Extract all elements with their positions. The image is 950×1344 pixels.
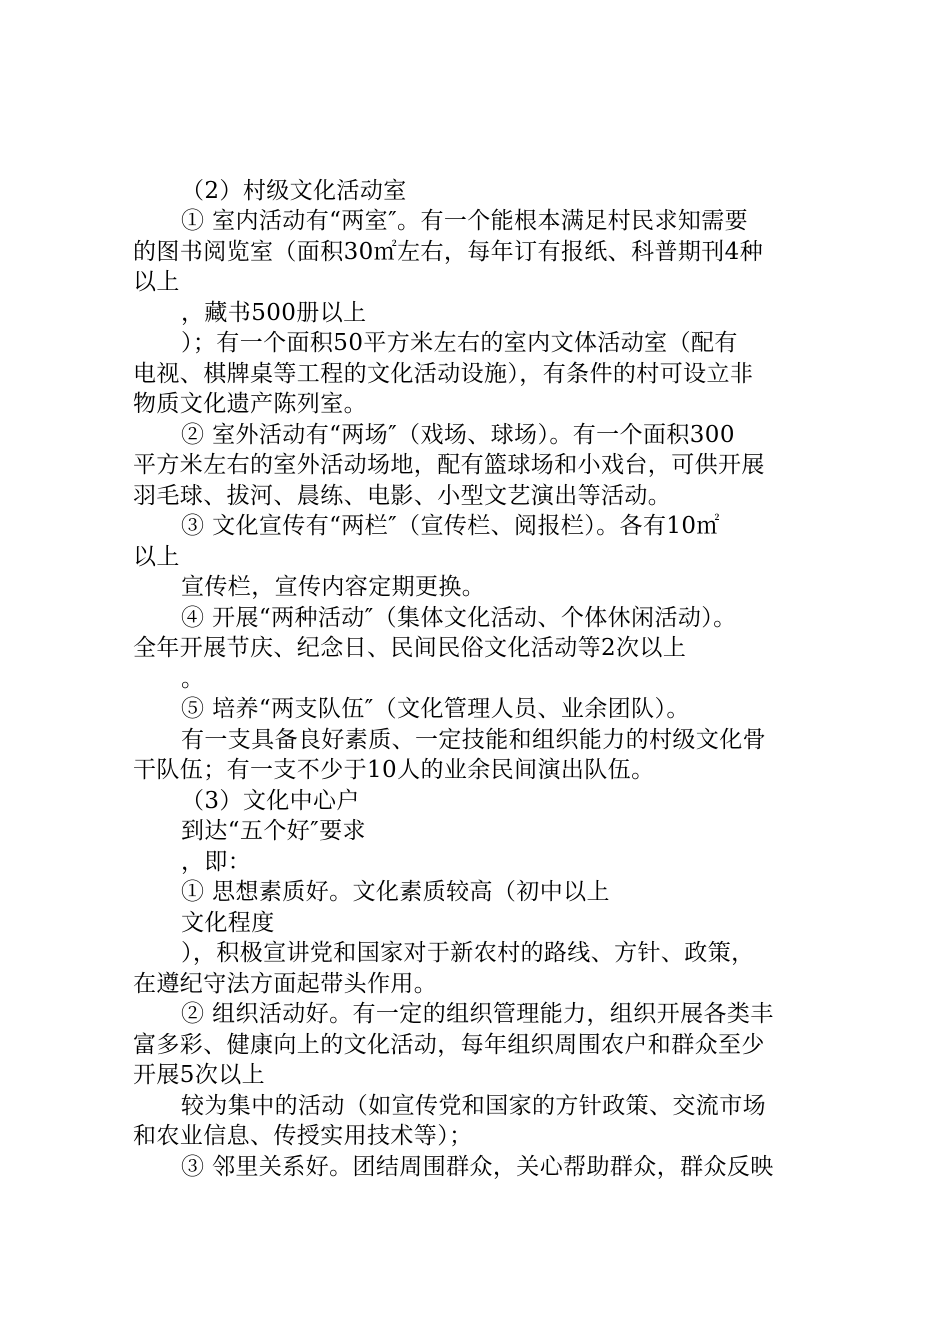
paragraph-line: 以上 (133, 269, 180, 295)
paragraph-line: ），积极宣讲党和国家对于新农村的路线、方针、政策， (181, 940, 755, 966)
paragraph-line: 的图书阅览室（面积30㎡左右，每年订有报纸、科普期刊4种 (133, 239, 764, 265)
paragraph-line: ⑤ 培养“两支队伍″（文化管理人员、业余团队）。 (181, 696, 690, 722)
paragraph-line: 文化程度 (181, 910, 275, 936)
paragraph-line: ③ 文化宣传有“两栏″（宣传栏、阅报栏）。各有10㎡ (181, 513, 720, 539)
paragraph-line: ）；有一个面积50平方米左右的室内文体活动室（配有 (181, 330, 738, 356)
paragraph-line: 全年开展节庆、纪念日、民间民俗文化活动等2次以上 (133, 635, 687, 661)
paragraph-line: 开展5次以上 (133, 1062, 266, 1088)
paragraph-line: 干队伍；有一支不少于10人的业余民间演出队伍。 (133, 757, 655, 783)
paragraph-line: ② 组织活动好。有一定的组织管理能力，组织开展各类丰 (181, 1001, 774, 1027)
heading-village-activity-room: （2）村级文化活动室 (181, 178, 407, 204)
paragraph-line: ④ 开展“两种活动″（集体文化活动、个体休闲活动）。 (181, 605, 737, 631)
paragraph-line: 以上 (133, 544, 180, 570)
paragraph-line: 物质文化遗产陈列室。 (133, 391, 367, 417)
paragraph-line: 在遵纪守法方面起带头作用。 (133, 971, 438, 997)
paragraph-line: ② 室外活动有“两场″（戏场、球场）。有一个面积300 (181, 422, 735, 448)
paragraph-line: 。 (181, 666, 205, 692)
paragraph-line: 平方米左右的室外活动场地，配有篮球场和小戏台，可供开展 (133, 452, 765, 478)
paragraph-line: 富多彩、健康向上的文化活动，每年组织周围农户和群众至少 (133, 1032, 765, 1058)
paragraph-line: ，即： (181, 849, 252, 875)
paragraph-line: ① 室内活动有“两室″。有一个能根本满足村民求知需要 (181, 208, 749, 234)
paragraph-line: 和农业信息、传授实用技术等）； (133, 1123, 473, 1149)
paragraph-line: ③ 邻里关系好。团结周围群众，关心帮助群众，群众反映 (181, 1154, 774, 1180)
paragraph-line: 电视、棋牌桌等工程的文化活动设施），有条件的村可设立非 (133, 361, 754, 387)
paragraph-line: ① 思想素质好。文化素质较高（初中以上 (181, 879, 610, 905)
paragraph-line: 有一支具备良好素质、一定技能和组织能力的村级文化骨 (181, 727, 766, 753)
heading-culture-center-household: （3）文化中心户 (181, 788, 360, 814)
paragraph-line: 到达“五个好″要求 (181, 818, 366, 844)
paragraph-line: ，藏书500册以上 (181, 300, 367, 326)
paragraph-line: 宣传栏，宣传内容定期更换。 (181, 574, 486, 600)
paragraph-line: 羽毛球、拔河、晨练、电影、小型文艺演出等活动。 (133, 483, 672, 509)
paragraph-line: 较为集中的活动（如宣传党和国家的方针政策、交流市场 (181, 1093, 766, 1119)
